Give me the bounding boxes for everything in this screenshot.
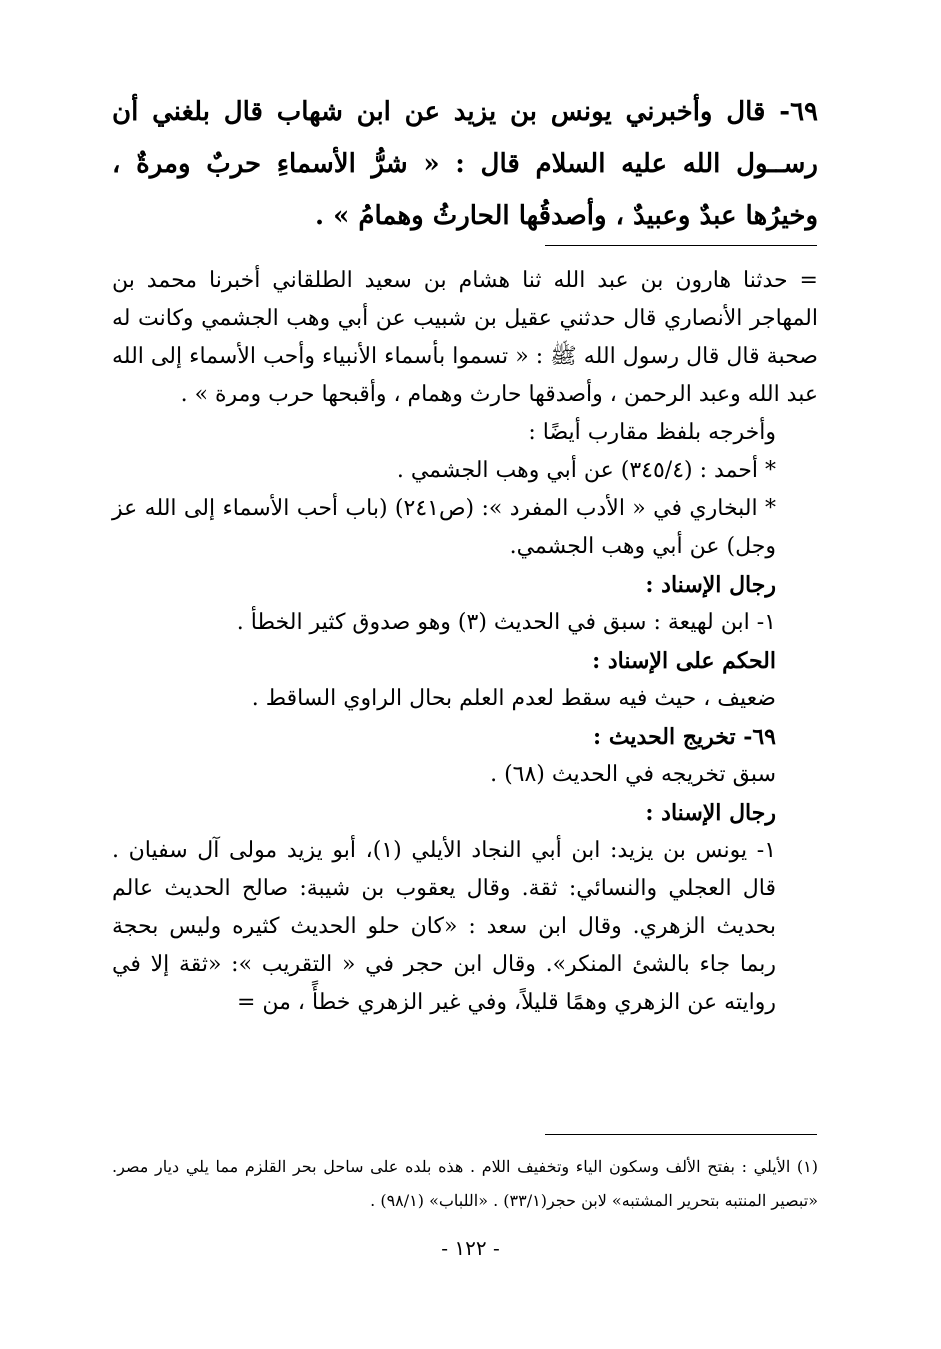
footnote: (١) الأيلي : بفتح الألف وسكون الياء وتخفيف اللام . هذه بلده على ساحل بحر القلزم مما يلي ديار مصر. «تبصير المنتبه بتحرير المشتبه» لابن حجر(٣٣/١) . «اللباب» (٩٨/١) . xyxy=(112,1157,818,1210)
commentary-ahmad-ref: * أحمد : (٣٤٥/٤) عن أبي وهب الجشمي . xyxy=(396,458,776,483)
commentary-bukhari-ref: * البخاري في « الأدب المفرد »: (ص٢٤١) (باب أحب الأسماء إلى الله عز وجل) عن أبي وهب الجشمي. xyxy=(112,496,776,559)
chain-ruling-text: ضعيف ، حيث فيه سقط لعدم العلم بحال الراوي الساقط . xyxy=(251,686,776,711)
hadith-text xyxy=(112,86,818,242)
divider-line xyxy=(545,245,817,246)
heading-narrators-2: رجال الإسناد : xyxy=(645,800,776,826)
heading-takhrij: ٦٩- تخريج الحديث : xyxy=(593,724,776,750)
takhrij-text: سبق تخريجه في الحديث (٦٨) . xyxy=(490,762,776,787)
heading-narrators: رجال الإسناد : xyxy=(645,572,776,598)
page-number: - ١٢٢ - xyxy=(441,1236,500,1260)
footnote-divider xyxy=(545,1134,817,1135)
hadith-number: ٦٩- xyxy=(779,97,818,127)
hadith-body: قال وأخبرني يونس بن يزيد عن ابن شهاب قال بلغني أن رســول الله عليه السلام قال : « شرُّ الأسماءِ حربٌ ومرةٌ ، وخيرُها عبدٌ وعبيدٌ ، وأصدقُها الحارثُ وهمامُ » . xyxy=(112,97,818,231)
narrator-ibn-lahia: ١- ابن لهيعة : سبق في الحديث (٣) وهو صدوق كثير الخطأ . xyxy=(236,610,776,635)
commentary-section xyxy=(112,262,818,1022)
heading-chain-ruling: الحكم على الإسناد : xyxy=(592,648,776,674)
narrator-yunus: ١- يونس بن يزيد: ابن أبي النجاد الأيلي (١)، أبو يزيد مولى آل سفيان . قال العجلي والنسائي: ثقة. وقال يعقوب بن شيبة: صالح الحديث عالم بحديث الزهري. وقال ابن سعد : «كان حلو الحديث كثيره وليس بحجة ربما جاء بالشئ المنكر». وقال ابن حجر في « التقريب »: «ثقة إلا في روايته عن الزهري وهمًا قليلاً، وفي غير الزهري خطأً ، من = xyxy=(112,838,777,1015)
commentary-chain-of-narration: = حدثنا هارون بن عبد الله ثنا هشام بن سعيد الطلقاني أخبرنا محمد بن المهاجر الأنصاري قال حدثني عقيل بن شبيب عن أبي وهب الجشمي وكانت له صحبة قال قال رسول الله ﷺ : « تسموا بأسماء الأنبياء وأحب الأسماء إلى الله عبد الله وعبد الرحمن ، وأصدقها حارث وهمام ، وأقبحها حرب ومرة » . xyxy=(112,268,818,407)
commentary-similar-wording: وأخرجه بلفظ مقارب أيضًا : xyxy=(528,420,776,445)
